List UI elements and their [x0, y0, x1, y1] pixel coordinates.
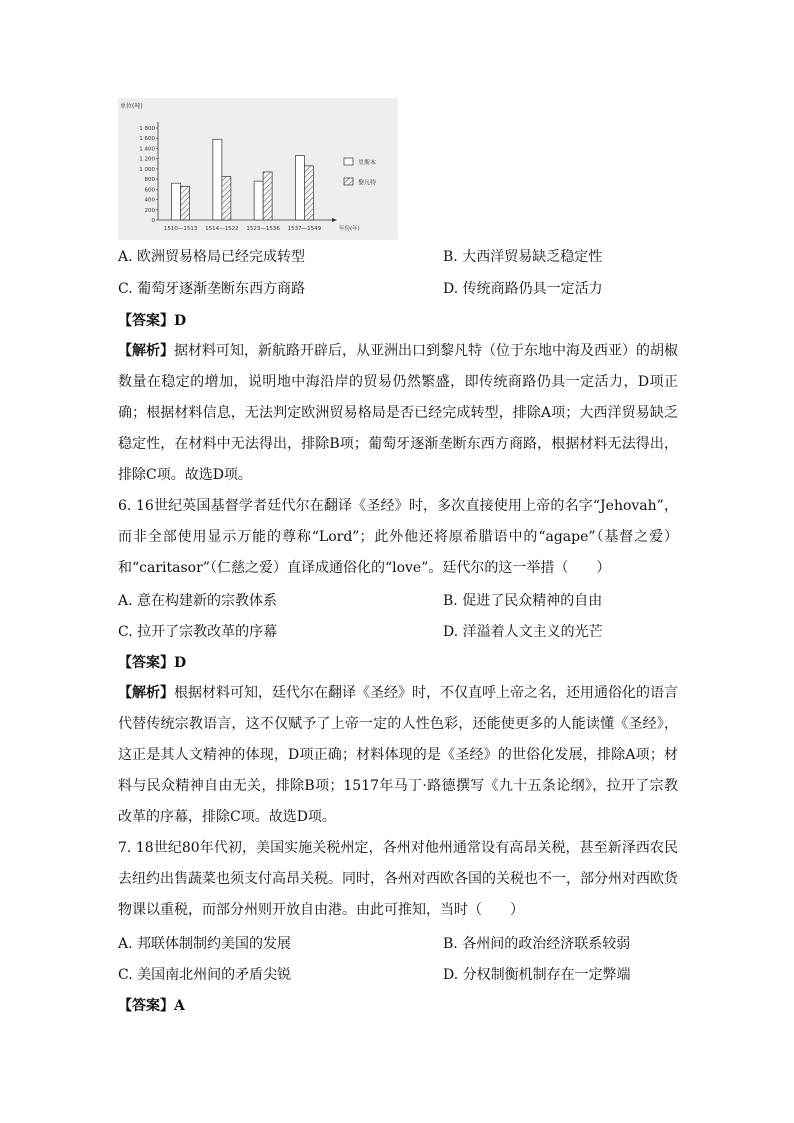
x-tick-label: 1510—1513 [163, 226, 198, 232]
q6-option-c: C. 拉开了宗教改革的序幕 [118, 624, 278, 640]
bar-levant [222, 177, 231, 220]
legend-swatch [344, 178, 353, 185]
bar-lisbon [213, 139, 222, 220]
bar-lisbon [172, 183, 181, 220]
x-axis-arrow [332, 218, 337, 222]
q6-answer: 【答案】D [118, 655, 187, 671]
bar-lisbon [254, 181, 263, 220]
legend-label: 黎凡特 [358, 179, 377, 187]
q5-analysis-label: 【解析】 [118, 343, 174, 359]
y-tick-label: 1 000 [139, 166, 155, 173]
x-tick-label: 1514—1522 [205, 226, 239, 232]
y-tick-label: 1 200 [139, 156, 155, 163]
pepper-export-bar-chart [118, 98, 398, 240]
bar-lisbon [295, 156, 304, 220]
y-tick-label: 200 [144, 207, 155, 214]
legend-label: 里斯本 [358, 159, 377, 167]
y-tick-label: 0 [151, 218, 155, 224]
q5-option-c: C. 葡萄牙逐渐垄断东西方商路 [118, 281, 306, 297]
q6-analysis-text: 根据材料可知，廷代尔在翻译《圣经》时，不仅直呼上帝之名，还用通俗化的语言代替传统宗教语言，这不仅赋予了上帝一定的人性色彩，还能使更多的人能读懂《圣经》，这正是其人文精神的体现，D项正确；材料体现的是《圣经》的世俗化发展，排除A项；材料与民众精神自由无关，排除B项；1517年马丁·路德撰写《九十五条论纲》，拉开了宗教改革的序幕，排除C项。故选D项。 [118, 685, 678, 825]
chart-svg [118, 98, 398, 240]
q7-option-d: D. 分权制衡机制存在一定弊端 [443, 967, 631, 983]
bar-levant [181, 186, 190, 220]
x-axis-label: 年份(年) [339, 226, 360, 232]
q6-option-b: B. 促进了民众精神的自由 [443, 593, 603, 609]
bar-levant [263, 172, 272, 220]
q6-option-a: A. 意在构建新的宗教体系 [118, 593, 278, 609]
legend-swatch [344, 158, 353, 165]
q5-option-b: B. 大西洋贸易缺乏稳定性 [443, 249, 603, 265]
q6-analysis-label: 【解析】 [118, 685, 174, 701]
q6-analysis [118, 678, 678, 833]
bar-levant [304, 166, 313, 220]
q5-answer: 【答案】D [118, 313, 187, 329]
q5-option-a: A. 欧洲贸易格局已经完成转型 [118, 249, 306, 265]
q7-option-b: B. 各州间的政治经济联系较弱 [443, 936, 631, 952]
q5-option-d: D. 传统商路仍具一定活力 [443, 281, 603, 297]
q6-option-d: D. 洋溢着人文主义的光芒 [443, 624, 603, 640]
y-tick-label: 1 400 [139, 146, 155, 153]
q5-analysis-text: 据材料可知，新航路开辟后，从亚洲出口到黎凡特（位于东地中海及西亚）的胡椒数量在稳定的增加，说明地中海沿岸的贸易仍然繁盛，即传统商路仍具一定活力，D项正确；根据材料信息，无法判定欧洲贸易格局是否已经完成转型，排除A项；大西洋贸易缺乏稳定性，在材料中无法得出，排除B项；葡萄牙逐渐垄断东西方商路，根据材料无法得出，排除C项。故选D项。 [118, 343, 678, 483]
y-tick-label: 600 [144, 187, 155, 194]
x-tick-label: 1537—1549 [287, 226, 322, 232]
q7-answer: 【答案】A [118, 998, 185, 1014]
x-tick-label: 1523—1536 [246, 226, 280, 232]
y-tick-label: 1 600 [139, 136, 155, 143]
y-tick-label: 1 800 [139, 126, 155, 132]
q7-stem: 7. 18世纪80年代初，美国实施关税州定，各州对他州通常设有高昂关税，甚至新泽西农民去纽约出售蔬菜也须支付高昂关税。同时，各州对西欧各国的关税也不一，部分州对西欧货物课以重税，而部分州则开放自由港。由此可推知，当时（ ） [118, 840, 678, 918]
q7-option-c: C. 美国南北州间的矛盾尖锐 [118, 967, 292, 983]
q6-stem: 6. 16世纪英国基督学者廷代尔在翻译《圣经》时，多次直接使用上帝的名字“Jehovah”，而非全部使用显示万能的尊称“Lord”；此外他还将原希腊语中的“agape”（基督之爱）和“caritasor”（仁慈之爱）直译成通俗化的“love”。廷代尔的这一举措（ ） [118, 498, 678, 576]
q7-option-a: A. 邦联体制制约美国的发展 [118, 936, 292, 952]
y-tick-label: 800 [144, 177, 155, 184]
q5-analysis [118, 336, 678, 491]
y-tick-label: 400 [144, 197, 155, 204]
y-axis-label: 单位(吨) [120, 103, 143, 110]
